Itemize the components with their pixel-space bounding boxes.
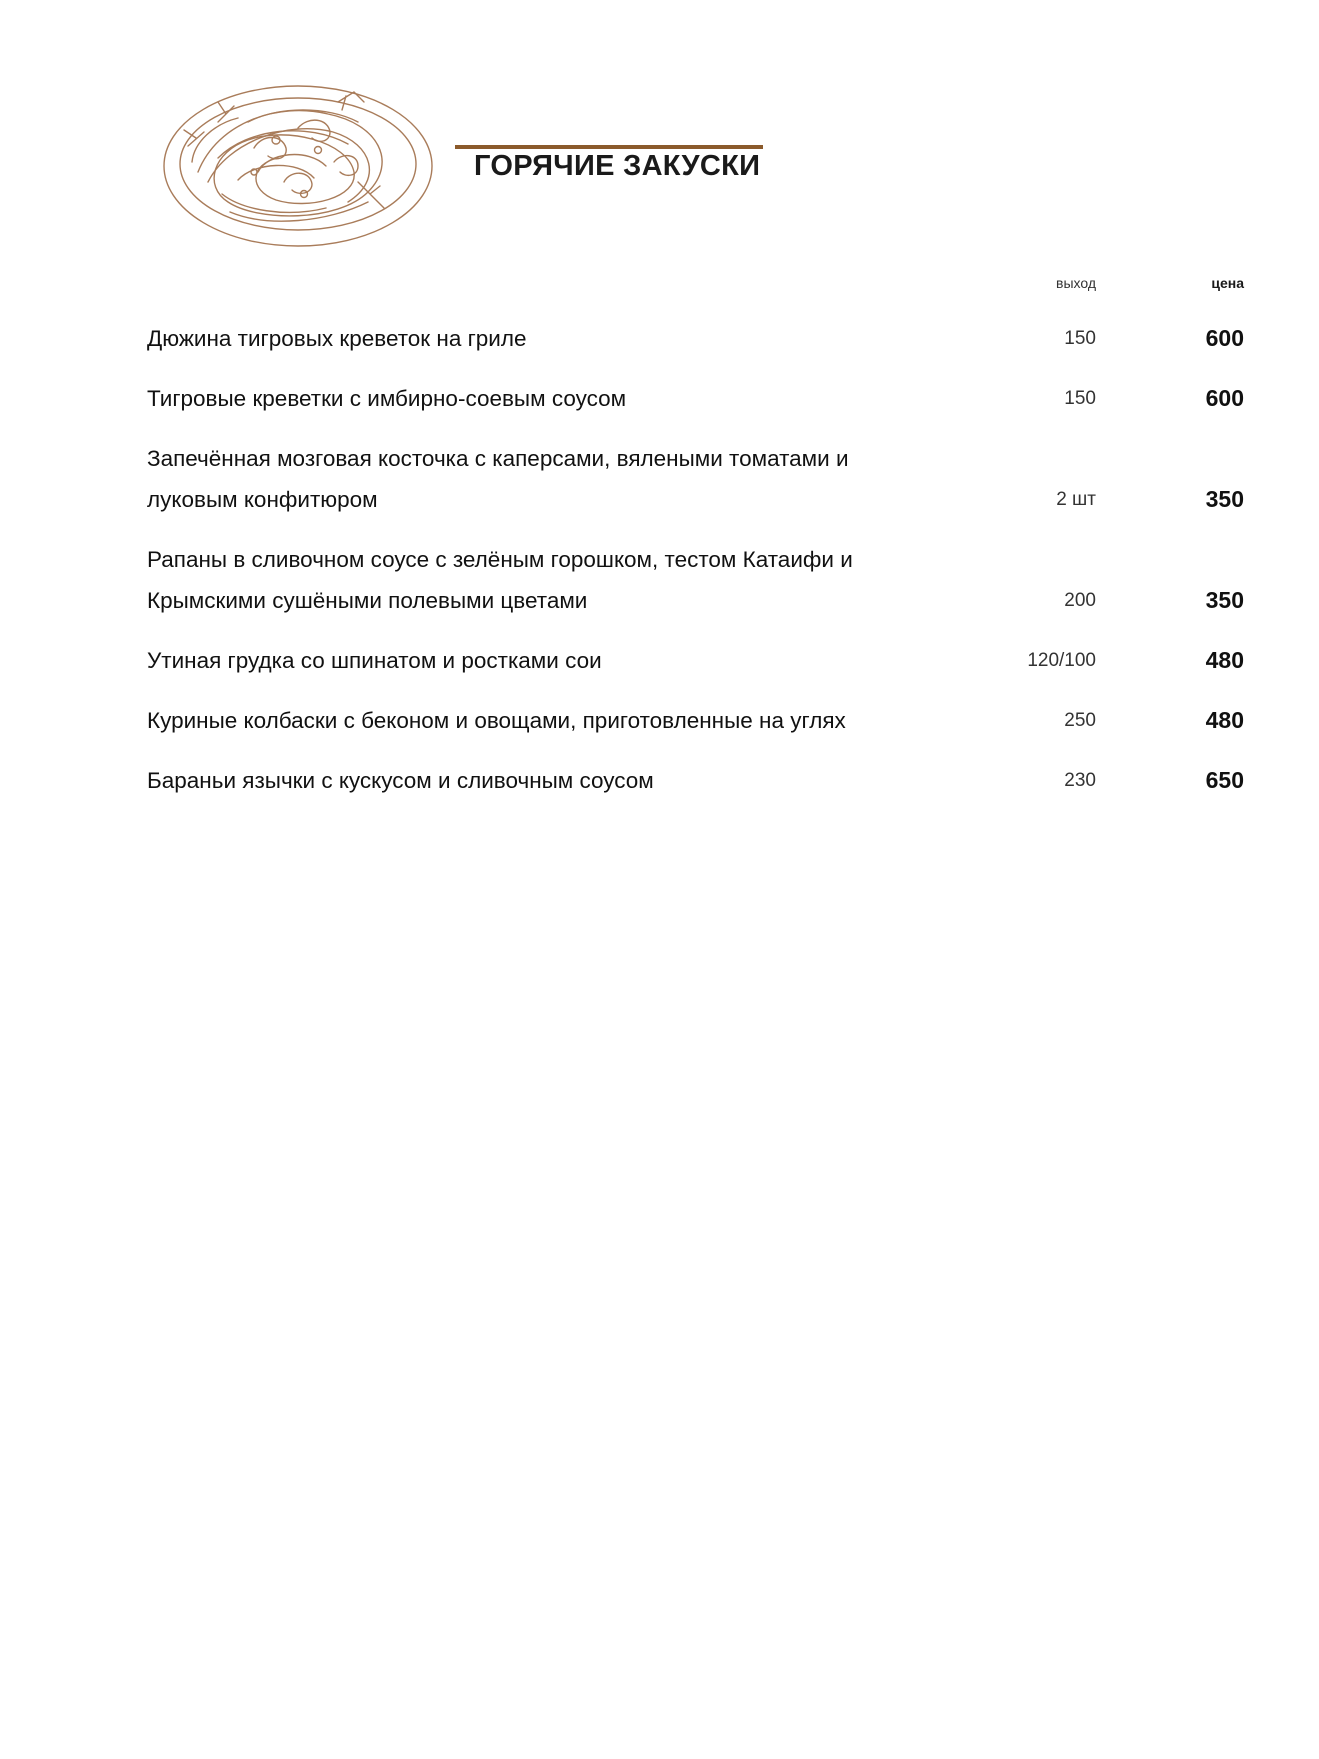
menu-item	[147, 318, 1244, 359]
menu-list	[147, 318, 1244, 820]
dish-name: Запечённая мозговая косточка с каперсами, вялеными томатами и луковым конфитюром	[147, 446, 849, 512]
dish-price: 650	[1205, 767, 1244, 793]
dish-price: 600	[1205, 385, 1244, 411]
dish-name: Бараньи язычки с кускусом и сливочным соусом	[147, 768, 654, 793]
dish-weight: 150	[1064, 328, 1096, 349]
dish-weight: 150	[1064, 388, 1096, 409]
dish-price: 350	[1205, 486, 1244, 512]
dish-weight: 2 шт	[1056, 489, 1096, 510]
menu-item	[147, 378, 1244, 419]
dish-name: Утиная грудка со шпинатом и ростками сои	[147, 648, 602, 673]
weight-column-header: выход	[1056, 275, 1096, 291]
dish-name: Тигровые креветки с имбирно-соевым соусом	[147, 386, 627, 411]
dish-weight: 230	[1064, 770, 1096, 791]
dish-price: 350	[1205, 587, 1244, 613]
price-column-header: цена	[1211, 275, 1244, 291]
menu-item	[147, 640, 1244, 681]
dish-name: Куриные колбаски с беконом и овощами, приготовленные на углях	[147, 708, 846, 733]
section-title: ГОРЯЧИЕ ЗАКУСКИ	[474, 150, 761, 182]
dish-name: Дюжина тигровых креветок на гриле	[147, 326, 527, 351]
menu-item	[147, 700, 1244, 741]
menu-item	[147, 438, 1244, 520]
menu-item	[147, 760, 1244, 801]
menu-item	[147, 539, 1244, 621]
dish-name: Рапаны в сливочном соусе с зелёным горошком, тестом Катаифи и Крымскими сушёными полевыми цветами	[147, 547, 853, 613]
dish-weight: 200	[1064, 590, 1096, 611]
title-accent-rule	[455, 145, 763, 149]
dish-price: 600	[1205, 325, 1244, 351]
dish-price: 480	[1205, 707, 1244, 733]
dish-weight: 120/100	[1027, 650, 1096, 671]
dish-weight: 250	[1064, 710, 1096, 731]
pasta-plate-sketch-icon	[158, 62, 440, 254]
dish-price: 480	[1205, 647, 1244, 673]
